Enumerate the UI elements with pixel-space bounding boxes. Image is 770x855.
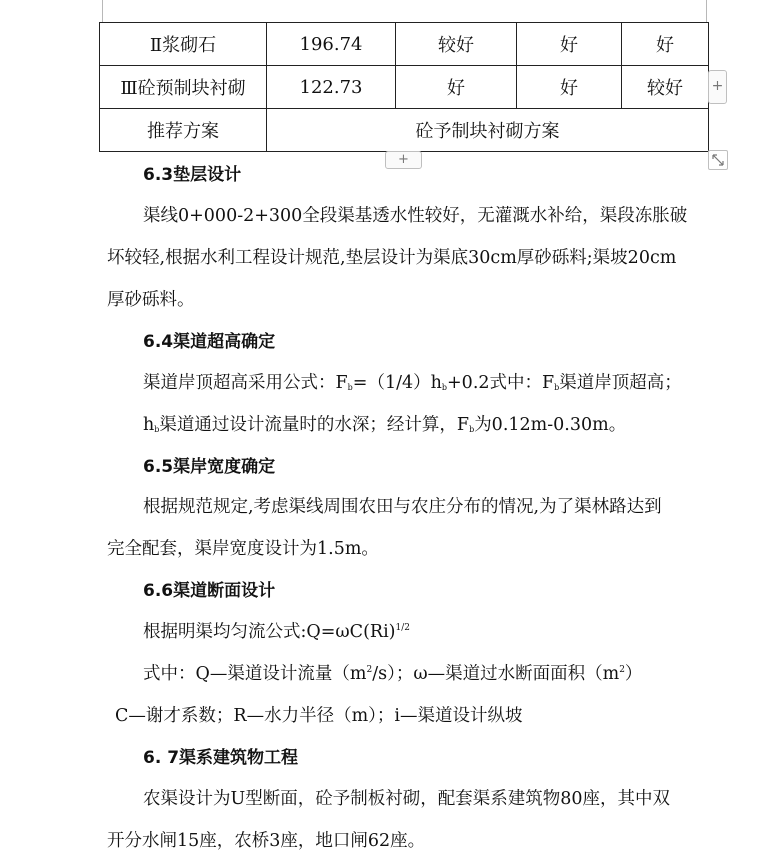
table-row <box>100 66 709 109</box>
text-span: /s）；ω—渠道过水断面面积（m <box>372 664 620 684</box>
resize-icon <box>709 151 727 169</box>
paragraph-line <box>143 369 682 394</box>
table-cell[interactable]: 好 <box>396 66 517 109</box>
section-heading-6-6: 6.6渠道断面设计 <box>143 581 276 601</box>
superscript: 2 <box>366 665 373 675</box>
subscript: b <box>441 383 448 392</box>
page-corner-mark-left <box>96 0 103 22</box>
subscript: b <box>554 383 560 392</box>
text-span: 为0.12m-0.30m。 <box>474 415 627 435</box>
table-cell[interactable]: Ⅲ砼预制块衬砌 <box>100 66 267 109</box>
paragraph-line: 完全配套，渠岸宽度设计为1.5m。 <box>107 539 379 559</box>
paragraph-line: 渠线0+000-2+300全段渠基透水性较好，无灌溉水补给，渠段冻胀破 <box>143 206 688 226</box>
section-heading-6-3: 6.3垫层设计 <box>143 165 242 185</box>
paragraph-line: 坏较轻,根据水利工程设计规范,垫层设计为渠底30cm厚砂砾料;渠坡20cm <box>107 248 677 268</box>
scheme-comparison-table <box>99 22 709 152</box>
table-row <box>100 109 709 152</box>
text-span: =（1/4）h <box>352 373 442 393</box>
paragraph-line: 厚砂砾料。 <box>107 290 195 310</box>
recommend-value-cell[interactable]: 砼予制块衬砌方案 <box>267 109 709 152</box>
recommend-label-cell[interactable]: 推荐方案 <box>100 109 267 152</box>
text-span: 式中：Q—渠道设计流量（m <box>143 664 367 684</box>
formula-line <box>143 618 410 643</box>
definition-line <box>143 660 642 685</box>
section-heading-6-4: 6.4渠道超高确定 <box>143 332 276 352</box>
text-span: 渠道通过设计流量时的水深；经计算，F <box>159 415 470 435</box>
text-span: 渠道岸顶超高采用公式：F <box>143 373 348 393</box>
section-heading-6-7: 6. 7渠系建筑物工程 <box>143 748 299 768</box>
table-resize-handle[interactable] <box>708 150 728 170</box>
subscript: b <box>469 425 475 434</box>
page-corner-mark-right <box>706 0 713 22</box>
section-heading-6-5: 6.5渠岸宽度确定 <box>143 457 276 477</box>
add-row-button[interactable]: + <box>708 70 727 104</box>
table-cell[interactable]: 较好 <box>396 23 517 66</box>
paragraph-line <box>143 411 626 436</box>
text-span: +0.2式中：F <box>447 373 555 393</box>
table-cell[interactable]: 好 <box>622 23 709 66</box>
text-span: 渠道岸顶超高； <box>559 373 682 393</box>
table-cell[interactable]: 好 <box>517 23 622 66</box>
subscript: b <box>154 425 160 434</box>
subscript: b <box>347 383 353 392</box>
table-row <box>100 23 709 66</box>
table-cell[interactable]: 较好 <box>622 66 709 109</box>
table-cell[interactable]: 196.74 <box>267 23 396 66</box>
text-span: h <box>143 415 155 435</box>
text-span: ） <box>624 664 643 684</box>
table-cell[interactable]: 好 <box>517 66 622 109</box>
paragraph-line: 开分水闸15座，农桥3座，地口闸62座。 <box>107 831 426 851</box>
paragraph-line: 根据规范规定,考虑渠线周围农田与农庄分布的情况,为了渠林路达到 <box>143 497 662 517</box>
definition-line: C—谢才系数；R—水力半径（m）；i—渠道设计纵坡 <box>115 706 523 726</box>
paragraph-line: 农渠设计为U型断面，砼予制板衬砌，配套渠系建筑物80座，其中双 <box>143 789 671 809</box>
formula-text: 根据明渠均匀流公式:Q=ωC(Ri) <box>143 622 396 642</box>
exponent: 1/2 <box>395 623 410 633</box>
superscript: 2 <box>619 665 625 675</box>
table-cell[interactable]: 122.73 <box>267 66 396 109</box>
table-cell[interactable]: Ⅱ浆砌石 <box>100 23 267 66</box>
add-column-button[interactable]: + <box>385 151 422 169</box>
